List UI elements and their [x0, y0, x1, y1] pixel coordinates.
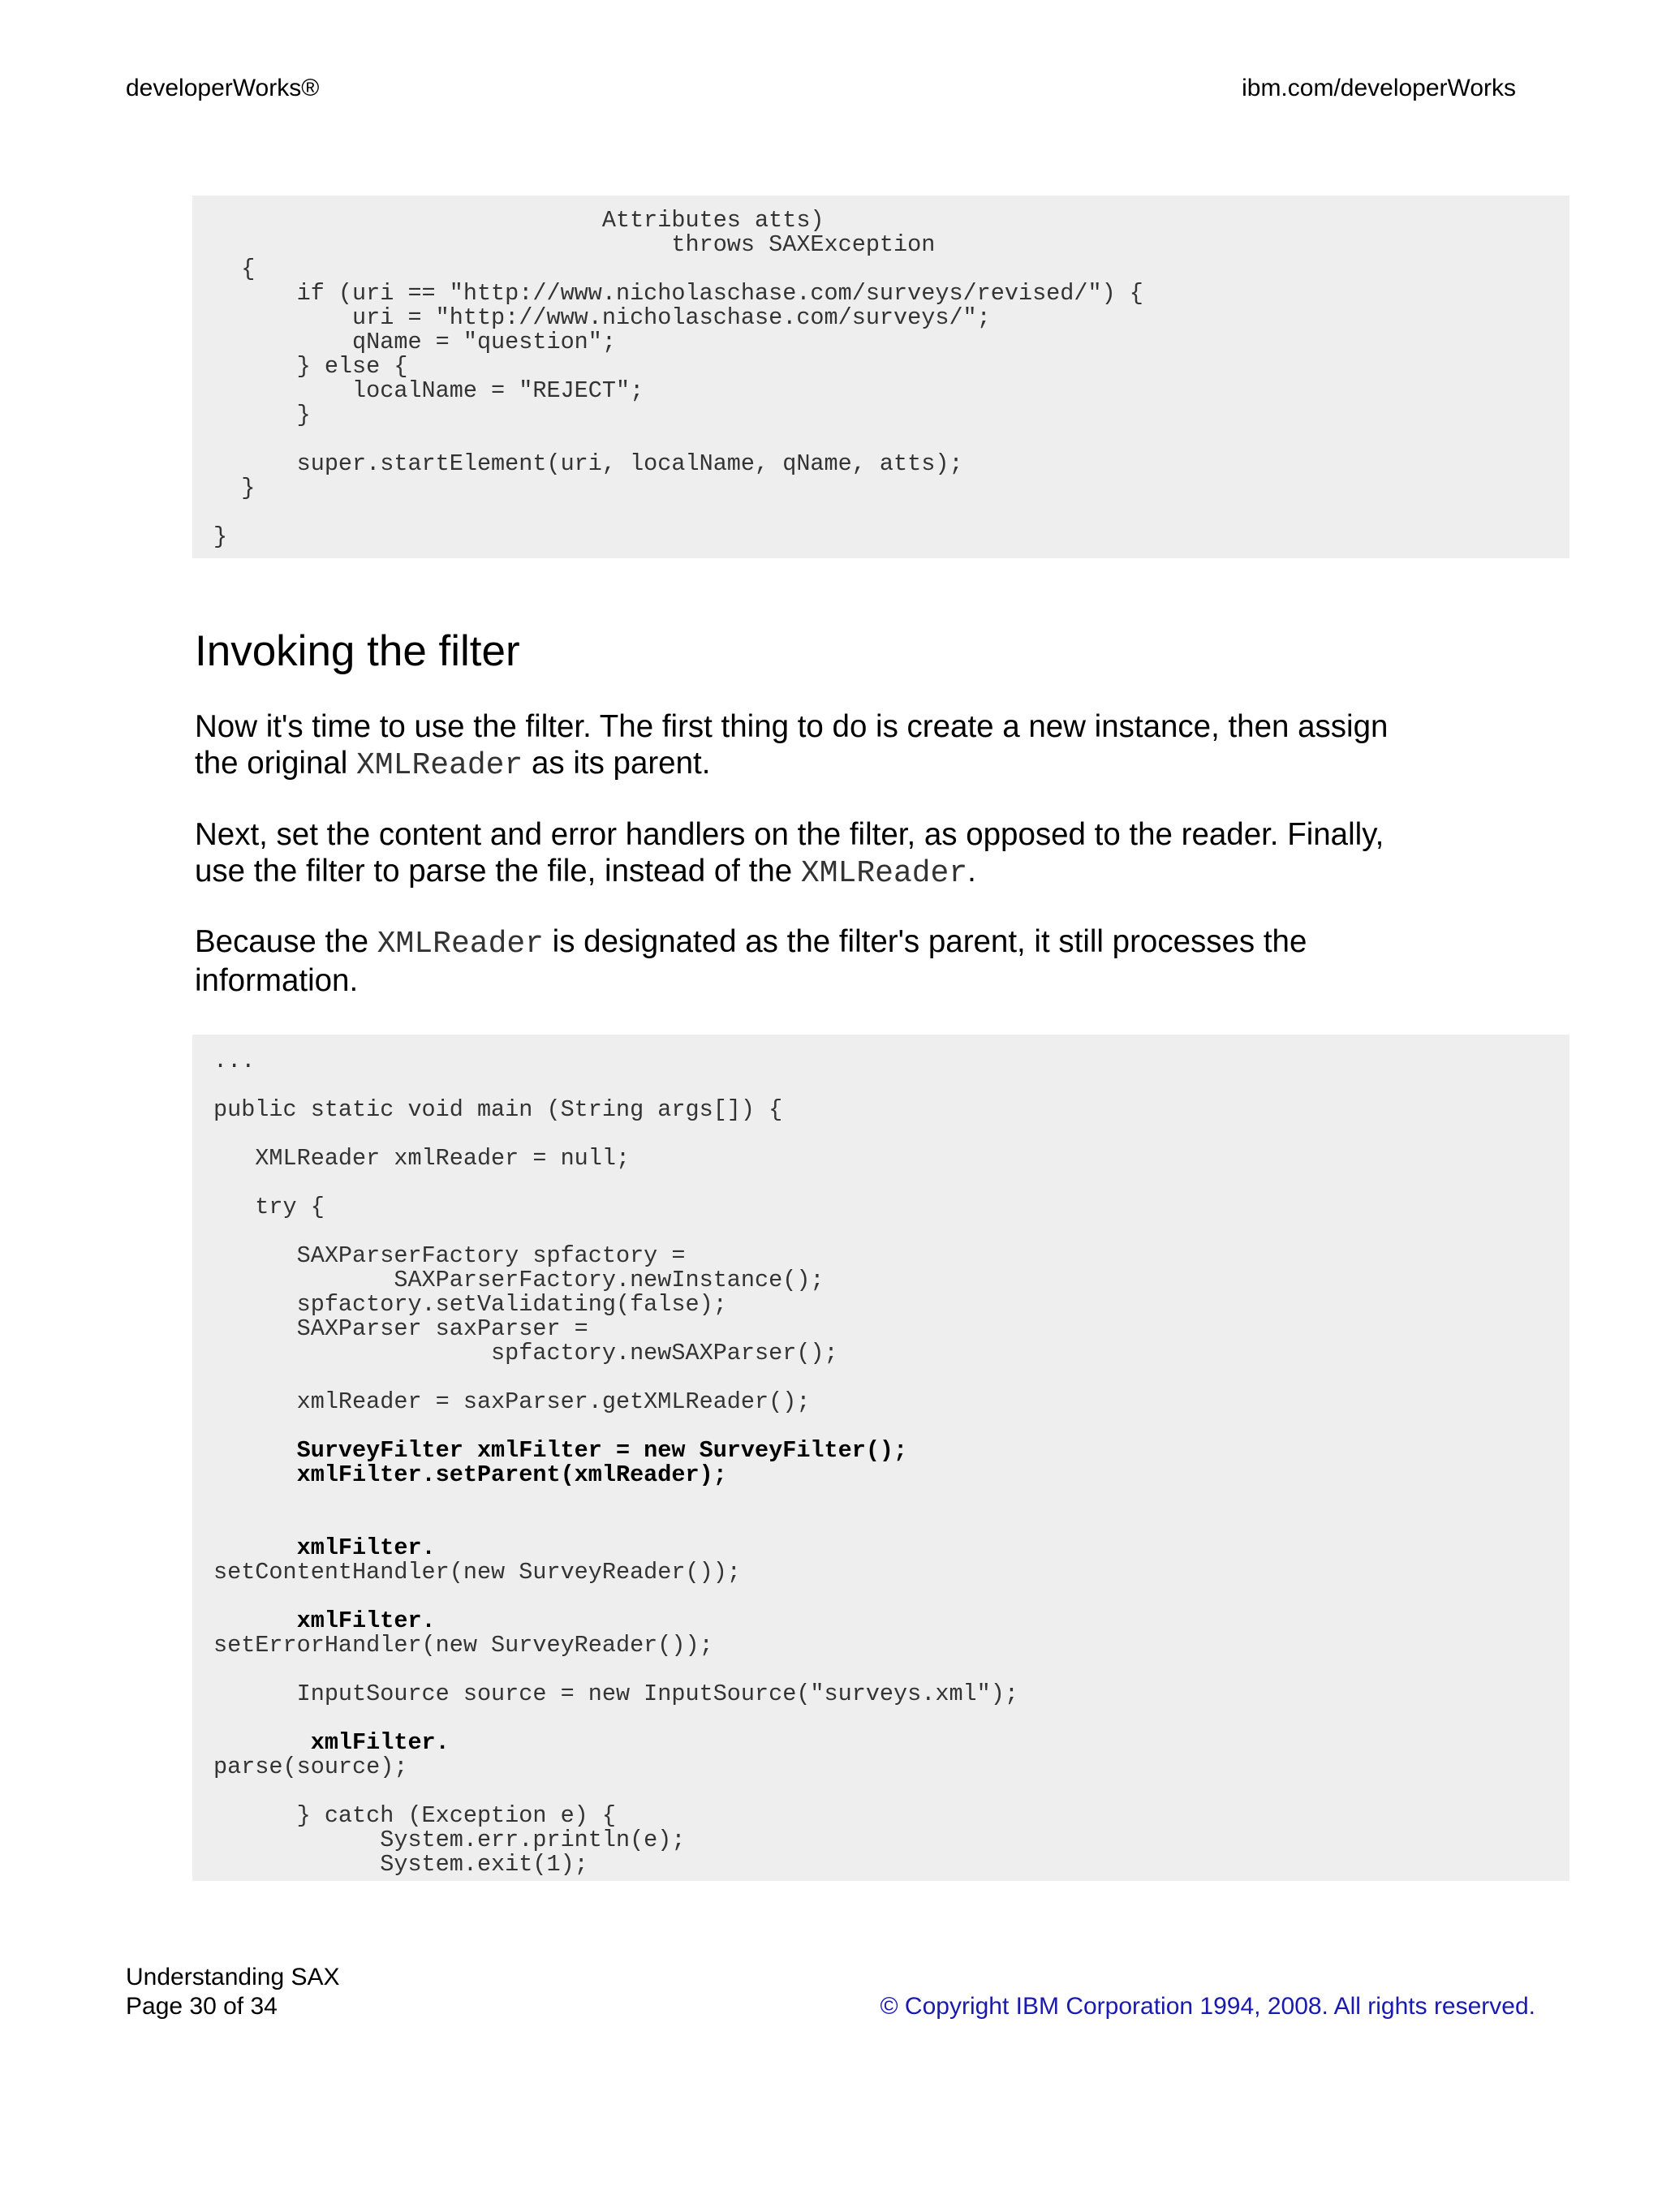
code-line: setContentHandler(new SurveyReader());	[213, 1559, 741, 1586]
code-line: } else {	[213, 353, 408, 380]
code-line: if (uri == "http://www.nicholaschase.com/surveys/revised/") {	[213, 280, 1143, 307]
code-line: SAXParserFactory.newInstance();	[213, 1267, 825, 1293]
code-line: }	[213, 402, 311, 428]
code-line: ...	[213, 1048, 256, 1074]
p2-code-xmlreader: XMLReader	[800, 856, 968, 891]
code-line: xmlFilter.setParent(xmlReader);	[213, 1461, 727, 1488]
p2-text-end: .	[967, 854, 976, 889]
code-line: public static void main (String args[]) {	[213, 1096, 783, 1123]
code-line: } catch (Exception e) {	[213, 1802, 616, 1829]
code-line: uri = "http://www.nicholaschase.com/surveys/";	[213, 304, 991, 331]
code-line: System.err.println(e);	[213, 1827, 686, 1853]
paragraph-parent-processing	[195, 923, 1436, 999]
code-line: SurveyFilter xmlFilter = new SurveyFilter();	[213, 1437, 908, 1464]
code-line: }	[213, 523, 228, 550]
p2-text-start: Next, set the content and error handlers on the filter, as opposed to the reader. Finally, use the filter to parse the file, instead of the	[195, 817, 1384, 889]
p3-text-start: Because the	[195, 924, 377, 959]
paragraph-set-handlers	[195, 816, 1436, 892]
p3-code-xmlreader: XMLReader	[377, 927, 544, 962]
header-site: ibm.com/developerWorks	[1242, 75, 1516, 101]
p3-text-end: is designated as the filter's parent, it still processes the information.	[195, 924, 1307, 998]
code-line: localName = "REJECT";	[213, 377, 644, 404]
code-line: parse(source);	[213, 1754, 408, 1780]
code-line: xmlFilter.	[213, 1607, 436, 1634]
footer-copyright: © Copyright IBM Corporation 1994, 2008. All rights reserved.	[880, 1993, 1535, 2020]
code-line: {	[213, 256, 256, 282]
code-block-start-element	[192, 196, 1569, 558]
p1-text-end: as its parent.	[523, 746, 711, 781]
code-line: Attributes atts)	[213, 207, 825, 234]
p1-text-start: Now it's time to use the filter. The first thing to do is create a new instance, then assign the original	[195, 709, 1389, 781]
p1-code-xmlreader: XMLReader	[356, 748, 523, 783]
paragraph-create-instance	[195, 708, 1436, 784]
code-line: xmlReader = saxParser.getXMLReader();	[213, 1388, 811, 1415]
code-line: super.startElement(uri, localName, qName, atts);	[213, 450, 963, 477]
header-brand: developerWorks®	[126, 75, 320, 101]
code-line: }	[213, 475, 256, 501]
section-title: Invoking the filter	[195, 627, 520, 675]
code-line: spfactory.newSAXParser();	[213, 1340, 838, 1366]
code-line: InputSource source = new InputSource("surveys.xml");	[213, 1681, 1018, 1707]
code-line: try {	[213, 1194, 325, 1220]
code-block-main-method	[192, 1035, 1569, 1881]
code-line: spfactory.setValidating(false);	[213, 1291, 727, 1318]
code-line: SAXParserFactory spfactory =	[213, 1242, 686, 1269]
code-line: xmlFilter.	[213, 1534, 436, 1561]
code-line: SAXParser saxParser =	[213, 1315, 588, 1342]
footer-page-number: Page 30 of 34	[126, 1993, 278, 2020]
code-line: setErrorHandler(new SurveyReader());	[213, 1632, 713, 1659]
code-line: throws SAXException	[213, 231, 936, 258]
footer-doc-title: Understanding SAX	[126, 1964, 340, 1990]
code-line: XMLReader xmlReader = null;	[213, 1145, 631, 1172]
code-line: xmlFilter.	[213, 1729, 450, 1756]
code-line: qName = "question";	[213, 329, 616, 355]
code-line: System.exit(1);	[213, 1851, 588, 1878]
